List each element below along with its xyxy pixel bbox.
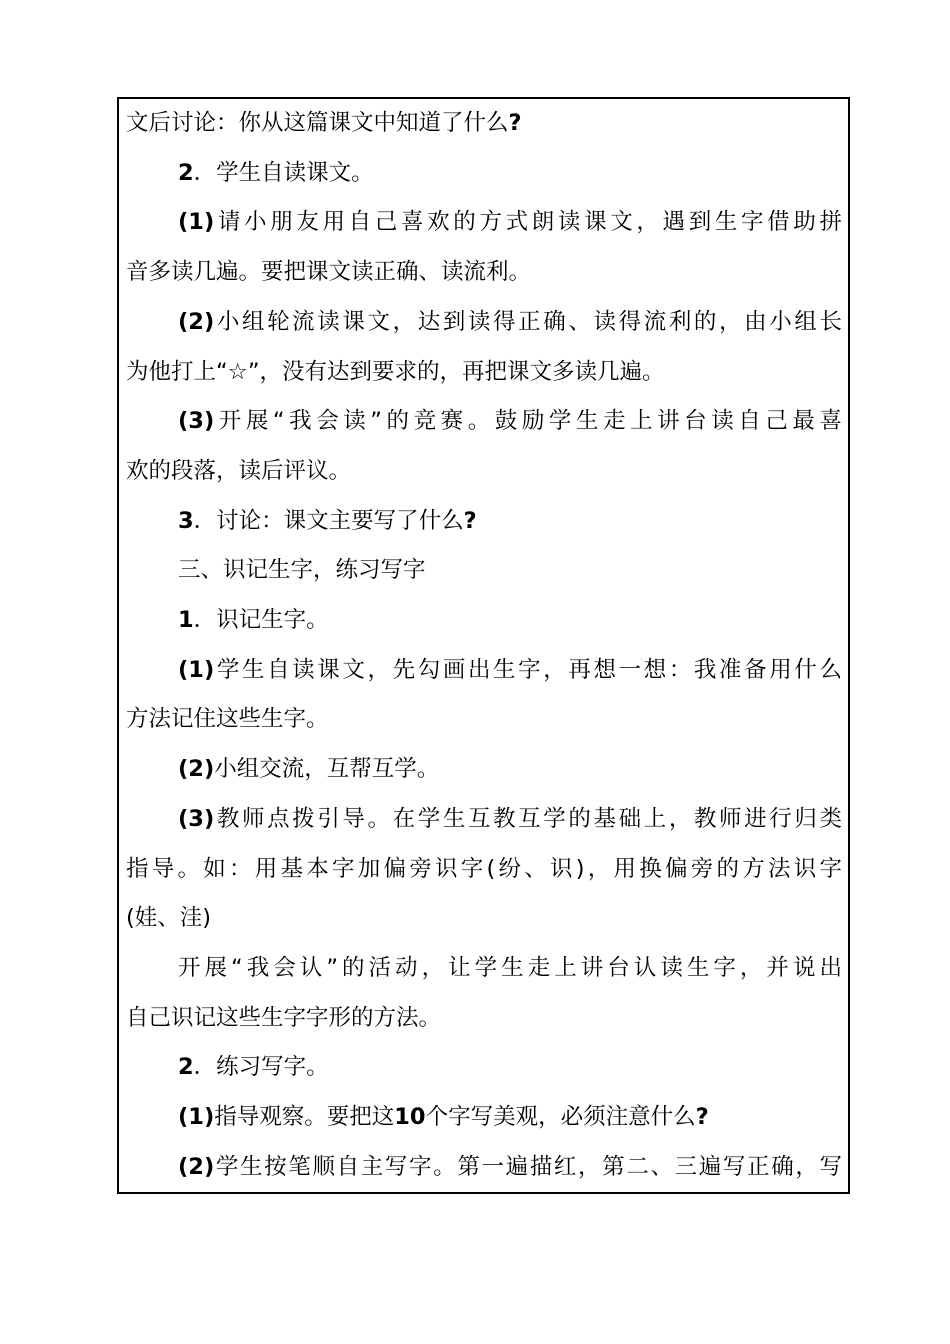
item-number: (1)	[178, 656, 215, 683]
line-text: 方法记住这些生字。	[126, 706, 329, 733]
line-text: 音多读几遍。要把课文读正确、读流利。	[126, 259, 532, 286]
line-text: 小组轮流读课文，达到读得正确、读得流利的，由小组长	[214, 308, 842, 335]
line-text: ．学生自读课文。	[193, 159, 374, 186]
text-line	[126, 446, 842, 496]
text-line	[178, 545, 842, 595]
line-text: ．识记生字。	[193, 607, 329, 633]
line-text: 小组交流，互帮互学。	[214, 756, 440, 783]
line-text: 自己识记这些生字字形的方法。	[126, 1004, 442, 1031]
text-line	[178, 396, 842, 446]
line-text: 三、识记生字，练习写字	[178, 557, 426, 584]
item-number: (2)	[178, 308, 215, 335]
text-line	[178, 148, 842, 198]
line-text: 指导。如：用基本字加偏旁识字(纷、识)，用换偏旁的方法识字	[126, 855, 842, 882]
line-text: 开展“我会读”的竞赛。鼓励学生走上讲台读自己最喜	[214, 408, 842, 435]
line-text: 指导观察。要把这10个字写美观，必须注意什么	[214, 1104, 696, 1130]
line-text: (娃、洼)	[126, 905, 212, 932]
item-number: (1)	[178, 1104, 215, 1130]
line-text: ．讨论：课文主要写了什么	[193, 507, 464, 534]
line-text: 请小朋友用自己喜欢的方式朗读课文，遇到生字借助拼	[214, 209, 842, 236]
text-line	[178, 794, 842, 844]
text-line	[178, 595, 842, 645]
item-number: 3	[178, 507, 194, 534]
text-line	[178, 744, 842, 794]
text-line	[178, 1042, 842, 1092]
text-line	[126, 98, 842, 148]
text-line	[126, 247, 842, 297]
text-line	[178, 197, 842, 247]
text-line	[178, 943, 842, 993]
text-line	[178, 645, 842, 695]
line-text: 学生自读课文，先勾画出生字，再想一想：我准备用什么	[214, 656, 842, 683]
line-text: 文后讨论：你从这篇课文中知道了什么	[126, 110, 509, 136]
item-number: (3)	[178, 805, 215, 832]
text-line	[126, 844, 842, 894]
question-mark: ?	[695, 1104, 709, 1130]
item-number: 1	[178, 607, 194, 633]
question-mark: ?	[508, 110, 522, 136]
line-text: 欢的段落，读后评议。	[126, 457, 352, 484]
text-line	[178, 1092, 842, 1142]
item-number: (1)	[178, 209, 215, 236]
text-line	[178, 496, 842, 546]
item-number: (2)	[178, 756, 215, 783]
item-number: (2)	[178, 1153, 215, 1180]
item-number: 2	[178, 1054, 194, 1081]
item-number: (3)	[178, 408, 215, 435]
line-text: 开展“我会认”的活动，让学生走上讲台认读生字，并说出	[178, 954, 842, 981]
line-text: ．练习写字。	[193, 1054, 329, 1081]
text-line	[178, 297, 842, 347]
line-text: 为他打上“☆”，没有达到要求的，再把课文多读几遍。	[126, 358, 665, 385]
text-line	[126, 893, 842, 943]
text-line	[126, 347, 842, 397]
text-line	[126, 993, 842, 1043]
line-text: 教师点拨引导。在学生互教互学的基础上，教师进行归类	[214, 805, 842, 832]
item-number: 2	[178, 159, 194, 186]
text-line	[178, 1142, 842, 1192]
line-text: 学生按笔顺自主写字。第一遍描红，第二、三遍写正确，写	[214, 1153, 842, 1180]
text-line	[126, 694, 842, 744]
question-mark: ?	[463, 507, 477, 534]
